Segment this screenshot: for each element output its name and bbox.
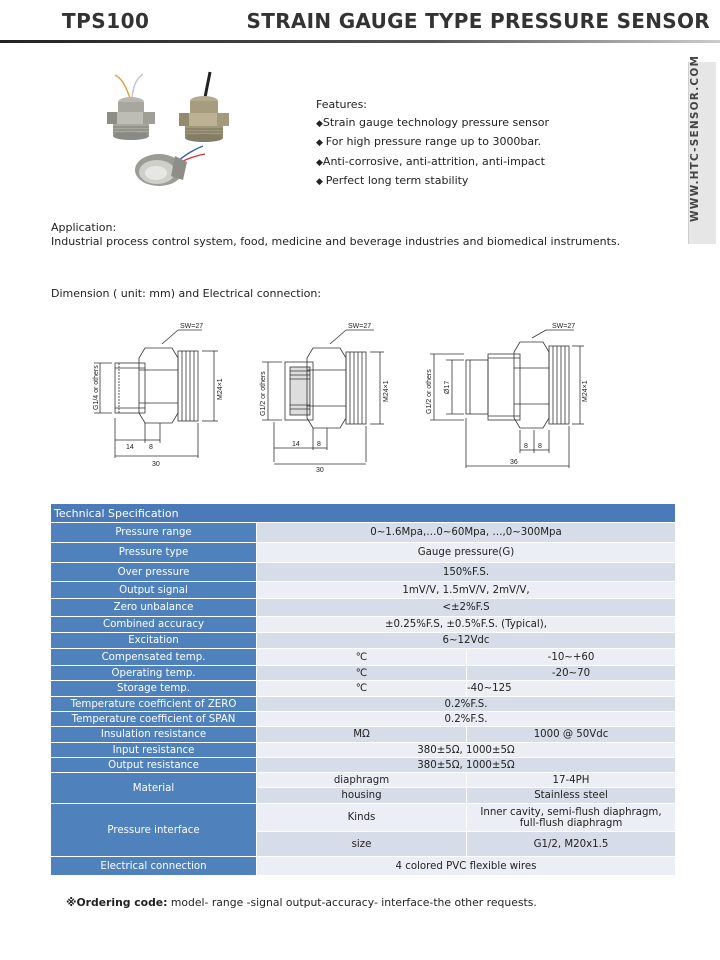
spec-value: 380±5Ω, 1000±5Ω [257, 743, 676, 758]
product-photo [95, 70, 235, 195]
dim-total: 30 [152, 461, 160, 468]
features-title: Features: [316, 98, 368, 111]
spec-subkey: diaphragm [257, 773, 467, 788]
spec-value: Gauge pressure(G) [257, 543, 676, 563]
dimension-drawing-1 [82, 318, 232, 473]
feature-item: ◆ For high pressure range up to 3000bar. [316, 135, 542, 148]
spec-label: Pressure range [51, 523, 257, 543]
ordering-text: model- range -signal output-accuracy- interface-the other requests. [167, 896, 537, 909]
diamond-bullet-icon: ◆ [316, 157, 323, 168]
spec-unit: ℃ [257, 649, 467, 666]
dim-total: 36 [510, 459, 518, 466]
product-title: STRAIN GAUGE TYPE PRESSURE SENSOR [246, 9, 710, 33]
model-name: TPS100 [62, 9, 150, 33]
dim-length-2: 8 [538, 443, 542, 450]
dim-length-1: 14 [126, 444, 134, 451]
spec-label: Output resistance [51, 758, 257, 773]
spec-value: G1/2, M20x1.5 [467, 832, 676, 857]
spec-value: Stainless steel [467, 788, 676, 804]
spec-unit: MΩ [257, 727, 467, 743]
feature-item: ◆Strain gauge technology pressure sensor [316, 115, 549, 129]
m-label: M24×1 [582, 380, 589, 402]
spec-value: 17-4PH [467, 773, 676, 788]
spec-value: 150%F.S. [257, 563, 676, 582]
spec-value: Inner cavity, semi-flush diaphragm, full-flush diaphragm [467, 804, 676, 832]
spec-subkey: housing [257, 788, 467, 804]
spec-label: Temperature coefficient of ZERO [51, 697, 257, 712]
spec-label: Electrical connection [51, 857, 257, 876]
thread-label: G1/2 or others [260, 371, 267, 416]
dim-length-2: 8 [317, 441, 321, 448]
sw-label: SW=27 [348, 323, 372, 330]
thread-label: G1/4 or others [93, 365, 100, 410]
spec-value: 380±5Ω, 1000±5Ω [257, 758, 676, 773]
website-label: WWW.HTC-SENSOR.COM [689, 54, 701, 222]
dimension-title: Dimension ( unit: mm) and Electrical connection: [51, 287, 322, 300]
feature-item: ◆Anti-corrosive, anti-attrition, anti-impact [316, 154, 545, 168]
spec-unit: ℃ [257, 666, 467, 681]
diamond-bullet-icon: ◆ [316, 138, 326, 148]
spec-unit: ℃ [257, 681, 467, 697]
spec-value: <±2%F.S [257, 599, 676, 617]
features-block [316, 96, 549, 192]
phi-label: Ø17 [444, 380, 451, 394]
ordering-code [66, 896, 537, 909]
spec-label: Temperature coefficient of SPAN [51, 712, 257, 727]
spec-value: -40~125 [467, 681, 676, 697]
sw-label: SW=27 [180, 323, 204, 330]
spec-label: Excitation [51, 633, 257, 649]
spec-label: Output signal [51, 582, 257, 599]
application-text: Industrial process control system, food, medicine and beverage industries and biomedical instruments. [51, 235, 621, 248]
spec-value: 1000 @ 50Vdc [467, 727, 676, 743]
spec-label: Compensated temp. [51, 649, 257, 666]
spec-table [50, 503, 676, 876]
spec-label: Combined accuracy [51, 617, 257, 633]
spec-label: Over pressure [51, 563, 257, 582]
spec-value: -10~+60 [467, 649, 676, 666]
spec-subkey: Kinds [257, 804, 467, 832]
spec-value: -20~70 [467, 666, 676, 681]
application-title: Application: [51, 221, 117, 234]
spec-label: Zero unbalance [51, 599, 257, 617]
spec-label-material: Material [51, 773, 257, 804]
spec-label: Pressure type [51, 543, 257, 563]
diamond-bullet-icon: ◆ [316, 177, 326, 187]
application-block [51, 221, 620, 249]
spec-value: 6~12Vdc [257, 633, 676, 649]
spec-value: 1mV/V, 1.5mV/V, 2mV/V, [257, 582, 676, 599]
feature-item: ◆ Perfect long term stability [316, 174, 469, 187]
dimension-drawing-2 [252, 322, 402, 477]
spec-value: ±0.25%F.S, ±0.5%F.S. (Typical), [257, 617, 676, 633]
m-label: M24×1 [217, 378, 224, 400]
spec-label-interface: Pressure interface [51, 804, 257, 857]
header-rule [0, 40, 720, 43]
spec-value: 4 colored PVC flexible wires [257, 857, 676, 876]
spec-label: Storage temp. [51, 681, 257, 697]
spec-label: Input resistance [51, 743, 257, 758]
spec-value: 0.2%F.S. [257, 697, 676, 712]
dim-length-2: 8 [149, 444, 153, 451]
spec-label: Insulation resistance [51, 727, 257, 743]
m-label: M24×1 [383, 380, 390, 402]
diamond-bullet-icon: ◆ [316, 118, 323, 129]
sw-label: SW=27 [552, 323, 576, 330]
spec-subkey: size [257, 832, 467, 857]
spec-label: Operating temp. [51, 666, 257, 681]
spec-value: 0.2%F.S. [257, 712, 676, 727]
dim-length-1: 8 [524, 443, 528, 450]
spec-value: 0~1.6Mpa,…0~60Mpa, …,0~300Mpa [257, 523, 676, 543]
dim-total: 30 [316, 467, 324, 474]
dimension-drawing-3 [418, 318, 588, 473]
thread-label: G1/2 or others [426, 369, 433, 414]
ordering-label: ※Ordering code: [66, 896, 168, 909]
dim-length-1: 14 [292, 441, 300, 448]
spec-table-header: Technical Specification [51, 504, 676, 523]
